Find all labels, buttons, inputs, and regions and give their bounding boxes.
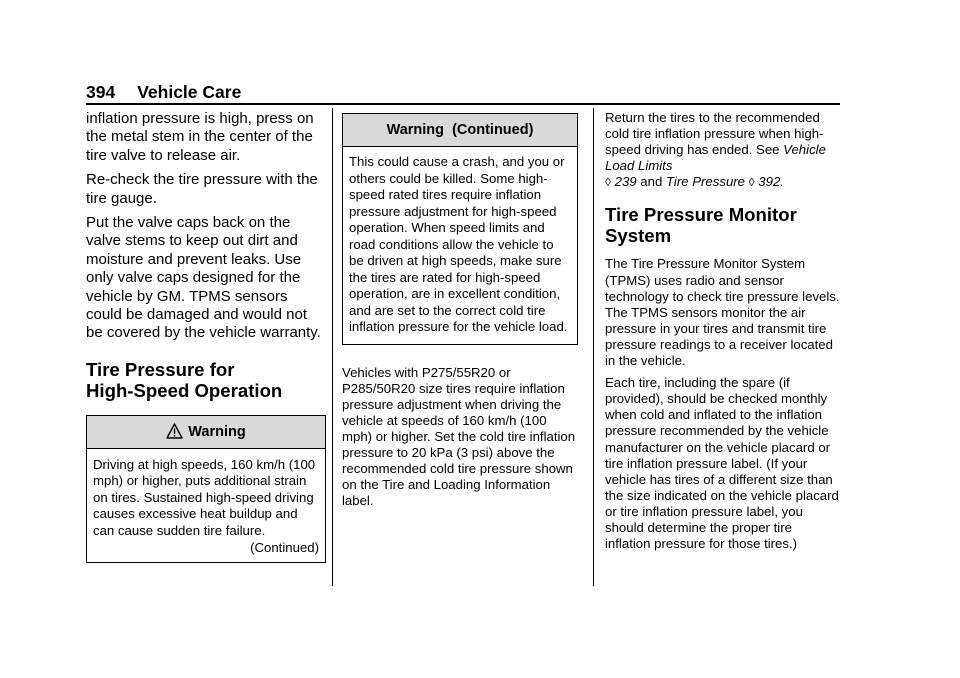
- heading-line: System: [605, 225, 672, 247]
- warning-box: [86, 415, 326, 564]
- column-divider-2: [593, 108, 594, 586]
- section-title: Vehicle Care: [137, 82, 242, 102]
- cross-reference-link[interactable]: Tire Pressure: [665, 174, 746, 190]
- section-heading-tpms: [605, 204, 841, 246]
- page-header: [86, 82, 241, 103]
- warning-continued-box: [342, 113, 578, 345]
- paragraph: Re-check the tire pressure with the tire gauge.: [86, 171, 318, 207]
- paragraph: Put the valve caps back on the valve stems to keep out dirt and moisture and prevent leaks. Use only valve caps designed for the vehicle by GM. TPMS sensors could be damaged and would not be covered by the vehicle warranty.: [86, 214, 321, 342]
- heading-line: Tire Pressure for: [86, 358, 235, 380]
- warning-header: [87, 416, 325, 449]
- warning-continued-header: Warning (Continued): [343, 114, 577, 147]
- page-reference-icon: ◊: [605, 175, 611, 190]
- cross-reference-link[interactable]: Vehicle Load Limits: [605, 142, 826, 174]
- warning-triangle-icon: [166, 419, 183, 451]
- column-2: [342, 113, 578, 515]
- warning-text: Driving at high speeds, 160 km/h (100 mph) or higher, puts additional strain on tires. Sustained high-speed driving causes excessive heat buildup and can cause sudden tire failure.: [93, 456, 316, 538]
- column-3: [605, 110, 841, 558]
- section-heading-high-speed: [86, 359, 326, 401]
- continued-label: (Continued): [250, 540, 319, 556]
- warning-continued-text: This could cause a crash, and you or others could be killed. Some high-speed rated tires require inflation pressure adjustment for high-speed operation. When speed limits and road conditions allow the vehicle to be driven at high speeds, make sure the tires are rated for high-speed operation, are in excellent condition, and are set to the correct cold tire inflation pressure for the vehicle load.: [349, 154, 568, 334]
- heading-line: High-Speed Operation: [86, 379, 283, 401]
- warning-title: Warning: [188, 423, 246, 440]
- paragraph: inflation pressure is high, press on the metal stem in the center of the tire valve to release air.: [86, 110, 314, 164]
- warning-body: [87, 449, 325, 563]
- page-reference-icon: ◊: [748, 175, 755, 190]
- connector-text: and: [640, 174, 663, 190]
- column-1: [86, 110, 326, 563]
- paragraph-return-tires: [605, 110, 841, 190]
- paragraph: The Tire Pressure Monitor System (TPMS) uses radio and sensor technology to check tire pressure levels. The TPMS sensors monitor the air pressure in your tires and transmit tire pressure readings to a receiver located in the vehicle.: [605, 256, 840, 369]
- header-rule: [86, 103, 840, 105]
- column-divider-1: [332, 108, 333, 586]
- paragraph-text: Return the tires to the recommended cold tire inflation pressure when high-speed driving has ended. See: [605, 110, 824, 158]
- paragraph: Each tire, including the spare (if provided), should be checked monthly when cold and inflated to the inflation pressure recommended by the vehicle manufacturer on the vehicle placard or tire inflation pressure label. (If your vehicle has tires of a different size than the size indicated on the vehicle placard or tire inflation pressure label, you should determine the proper tire inflation pressure for those tires.): [605, 375, 839, 552]
- cross-reference-page[interactable]: 392.: [758, 174, 784, 190]
- paragraph: Vehicles with P275/55R20 or P285/50R20 size tires require inflation pressure adjustment when driving the vehicle at speeds of 160 km/h (100 mph) or higher. Set the cold tire inflation pressure to 20 kPa (3 psi) above the recommended cold tire pressure shown on the Tire and Loading Information label.: [342, 364, 576, 509]
- heading-line: Tire Pressure Monitor: [605, 204, 797, 226]
- page-number: 394: [86, 82, 116, 102]
- cross-reference-page[interactable]: 239: [614, 174, 637, 190]
